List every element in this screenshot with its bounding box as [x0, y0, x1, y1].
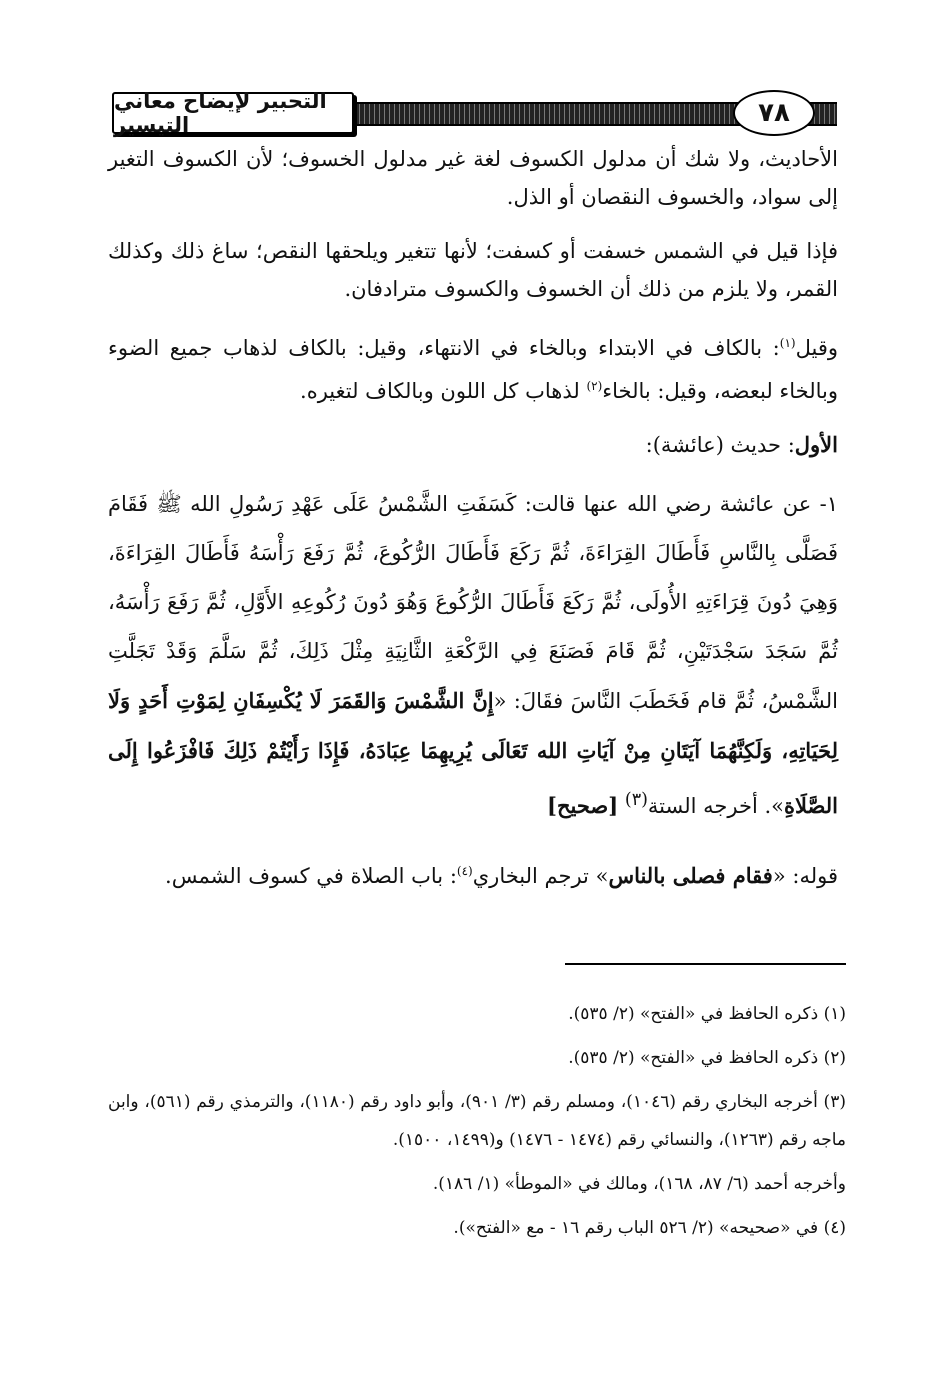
main-text [108, 140, 838, 911]
hadith-narration: ١- عن عائشة رضي الله عنها قالت: كَسَفَتِ الشَّمْسُ عَلَى عَهْدِ رَسُولِ الله ﷺ فَقَامَ فَصَلَّى بِالنَّاسِ فَأَطَالَ القِرَاءَةَ، ثُمَّ رَكَعَ فَأَطَالَ الرُّكُوعَ، ثُمَّ رَفَعَ رَأْسَهُ فَأَطَالَ القِرَاءَةَ، وَهِيَ دُونَ قِرَاءَتِهِ الأُولَى، ثُمَّ رَكَعَ فَأَطَالَ الرُّكُوعَ وَهُوَ دُونَ رُكُوعِهِ الأَوَّلِ، ثُمَّ رَفَعَ رَأْسَهُ، ثُمَّ سَجَدَ سَجْدَتَيْنِ، ثُمَّ قَامَ فَصَنَعَ فِي الرَّكْعَةِ الثَّانِيَةِ مِثْلَ ذَلِكَ، ثُمَّ سَلَّمَ وَقَدْ تَجَلَّتِ الشَّمْسُ، ثُمَّ قام فَخَطَبَ النَّاسَ فقَالَ: « [108, 492, 838, 713]
book-title: التحبير لإيضاح معاني التيسير [112, 92, 354, 134]
footnote-3: (٣) أخرجه البخاري رقم (١٠٤٦)، ومسلم رقم (٣/ ٩٠١)، وأبو داود رقم (١١٨٠)، والترمذي رقم (٥٦١)، وابن ماجه رقم (١٢٦٣)، والنسائي رقم (١٤٧٤ - ١٤٧٦) و(١٤٩٩، ١٥٠٠). [108, 1092, 846, 1150]
hadith-text: ١- عن عائشة رضي الله عنها قالت: كَسَفَتِ الشَّمْسُ عَلَى عَهْدِ رَسُولِ الله ﷺ فَقَامَ فَصَلَّى بِالنَّاسِ فَأَطَالَ القِرَاءَةَ، ثُمَّ رَكَعَ فَأَطَالَ الرُّكُوعَ، ثُمَّ رَفَعَ رَأْسَهُ فَأَطَالَ القِرَاءَةَ، وَهِيَ دُونَ قِرَاءَتِهِ الأُولَى، ثُمَّ رَكَعَ فَأَطَالَ الرُّكُوعَ وَهُوَ دُونَ رُكُوعِهِ الأَوَّلِ، ثُمَّ رَفَعَ رَأْسَهُ، ثُمَّ سَجَدَ سَجْدَتَيْنِ، ثُمَّ قَامَ فَصَنَعَ فِي الرَّكْعَةِ الثَّانِيَةِ مِثْلَ ذَلِكَ، ثُمَّ سَلَّمَ وَقَدْ تَجَلَّتِ الشَّمْسُ، ثُمَّ قام فَخَطَبَ النَّاسَ فقَالَ: «إِنَّ الشَّمْسَ وَالقَمَرَ لَا يُكْسِفَانِ لِمَوْتِ أَحَدٍ وَلَا لِحَيَاتِهِ، وَلَكِنَّهُمَا آيَتَانِ مِنْ آيَاتِ الله تَعَالَى يُرِيهِمَا عِبَادَهُ، فَإِذَا رَأَيْتُمْ ذَلِكَ فَافْزَعُوا إِلَى الصَّلَاةِ». أخرجه الستة$^{(٣)}$ [صحيح] [108, 492, 838, 818]
section-heading: الأول: حديث (عائشة): [645, 432, 838, 457]
page-header [112, 90, 837, 136]
footnote-separator [565, 963, 846, 965]
footnote-1: (١) ذكره الحافظ في «الفتح» (٢/ ٥٣٥). [568, 1004, 846, 1024]
paragraph-3: وقيل$^{(١)}$: بالكاف في الابتداء وبالخاء في الانتهاء، وقيل: بالكاف لذهاب جميع الضوء وبالخاء لبعضه، وقيل: بالخاء$^{(٢)}$ لذهاب كل اللون وبالكاف لتغيره. [108, 336, 838, 403]
footnote-ref-4: (٤) [456, 864, 473, 878]
paragraph-1: الأحاديث، ولا شك أن مدلول الكسوف لغة غير مدلول الخسوف؛ لأن الكسوف التغير إلى سواد، والخسوف النقصان أو الذل. [108, 147, 838, 209]
footnote-3-continued: وأخرجه أحمد (٦/ ٨٧، ١٦٨)، ومالك في «الموطأ» (١/ ١٨٦). [432, 1174, 846, 1194]
commentary-paragraph: قوله: «فقام فصلى بالناس» ترجم البخاري$^{(٤)}$: باب الصلاة في كسوف الشمس. [165, 863, 838, 888]
hadith-prophetic-words: إِنَّ الشَّمْسَ وَالقَمَرَ لَا يُكْسِفَانِ لِمَوْتِ أَحَدٍ وَلَا لِحَيَاتِهِ، وَلَكِنَّهُمَا آيَتَانِ مِنْ آيَاتِ الله تَعَالَى يُرِيهِمَا عِبَادَهُ، فَإِذَا رَأَيْتُمْ ذَلِكَ فَافْزَعُوا إِلَى الصَّلَاةِ [108, 688, 838, 818]
page-number: ٧٨ [733, 90, 815, 136]
footnote-ref-3: (٣) [624, 790, 648, 810]
footnote-2: (٢) ذكره الحافظ في «الفتح» (٢/ ٥٣٥). [568, 1048, 846, 1068]
footnote-ref-2: (٢) [586, 379, 603, 393]
footnote-4: (٤) في «صحيحه» (٢/ ٥٢٦ الباب رقم ١٦ - مع «الفتح»). [453, 1218, 846, 1238]
paragraph-2: فإذا قيل في الشمس خسفت أو كسفت؛ لأنها تتغير ويلحقها النقص؛ ساغ ذلك وكذلك القمر، ولا يلزم من ذلك أن الخسوف والكسوف مترادفان. [108, 239, 838, 301]
footnote-ref-1: (١) [779, 336, 796, 350]
hadith-grade: [صحيح] [547, 793, 619, 818]
footnotes [108, 995, 846, 1253]
